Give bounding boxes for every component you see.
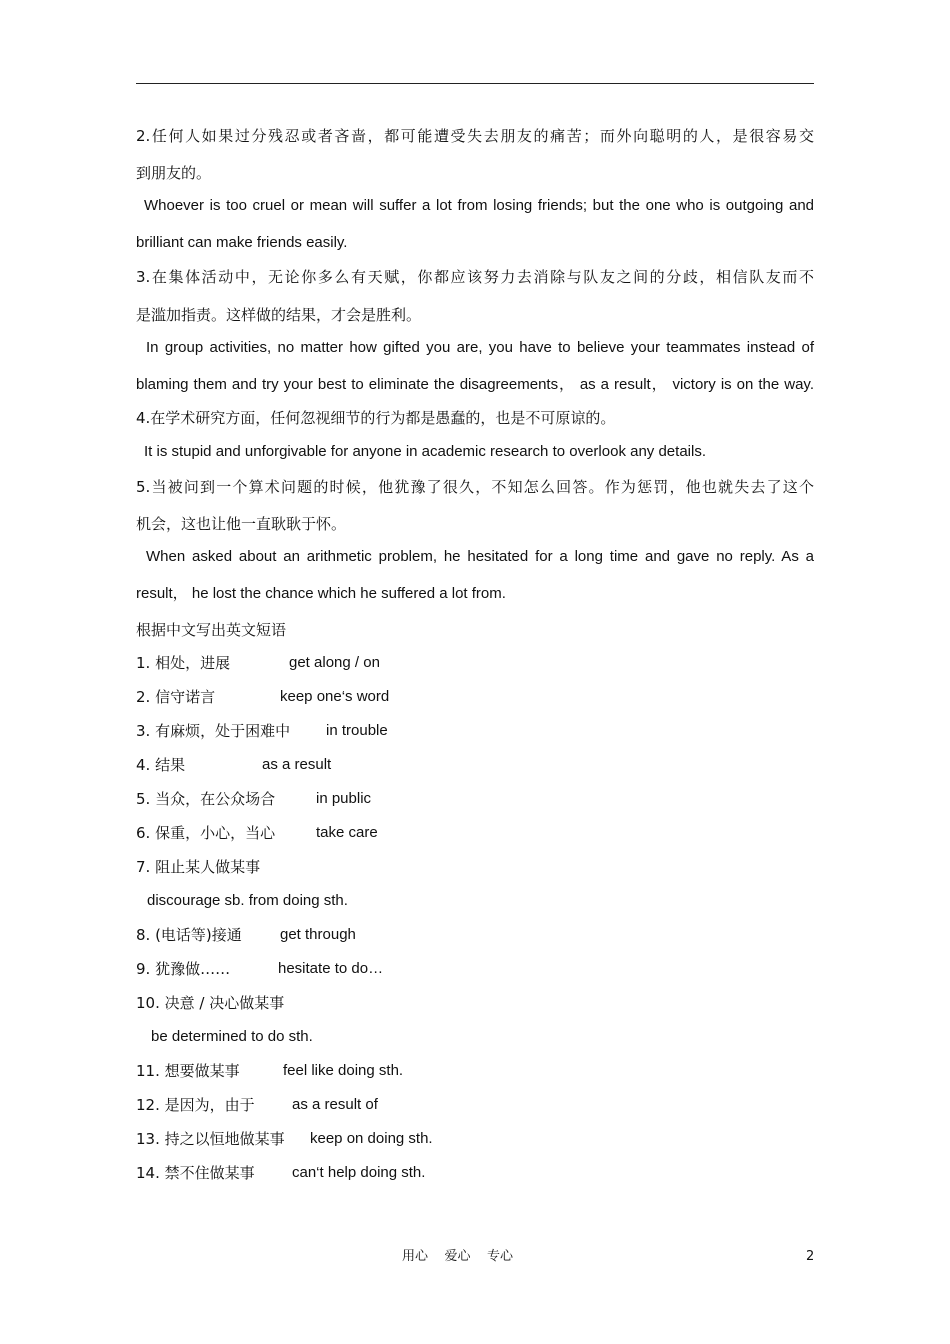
phrase-5-english: in public [316, 790, 372, 807]
phrase-13-chinese: 13. 持之以恒地做某事 [136, 1130, 285, 1148]
phrase-2-english: keep one‘s word [280, 688, 390, 705]
phrase-10-chinese: 10. 决意 / 决心做某事 [136, 994, 285, 1012]
phrase-14-english: can‘t help doing sth. [292, 1164, 426, 1181]
phrase-11-english: feel like doing sth. [283, 1062, 404, 1079]
sentence-4-chinese: 4.在学术研究方面，任何忽视细节的行为都是愚蠢的，也是不可原谅的。 [136, 409, 616, 427]
sentence-5-chinese-line-2: 机会，这也让他一直耿耿于怀。 [136, 515, 347, 533]
footer-motto: 用心 爱心 专心 [402, 1249, 514, 1264]
phrase-4-chinese: 4. 结果 [136, 756, 186, 774]
phrase-3-english: in trouble [326, 722, 388, 739]
phrase-9-chinese: 9. 犹豫做…… [136, 960, 231, 978]
header-rule [136, 83, 814, 84]
phrase-13-english: keep on doing sth. [310, 1130, 433, 1147]
sentence-5-english-line-2: result， he lost the chance which he suffered a lot from. [136, 585, 506, 602]
sentence-4-english: It is stupid and unforgivable for anyone in academic research to overlook any details. [144, 443, 706, 460]
phrase-7-english: discourage sb. from doing sth. [147, 892, 348, 909]
sentence-2-english-line-2: brilliant can make friends easily. [136, 234, 348, 251]
phrase-8-english: get through [280, 926, 356, 943]
phrase-4-english: as a result [262, 756, 332, 773]
sentence-3-chinese-line-1: 3.在集体活动中，无论你多么有天赋，你都应该努力去消除与队友之间的分歧，相信队友而不 [136, 268, 814, 286]
phrase-1-chinese: 1. 相处，进展 [136, 654, 231, 672]
sentence-3-english-line-1: In group activities, no matter how gifted you are, you have to believe your teammates instead of [146, 339, 814, 356]
phrases-heading: 根据中文写出英文短语 [136, 621, 287, 639]
phrase-10-english: be determined to do sth. [151, 1028, 313, 1045]
phrase-1-english: get along / on [289, 654, 380, 671]
phrase-6-chinese: 6. 保重，小心，当心 [136, 824, 276, 842]
phrase-7-chinese: 7. 阻止某人做某事 [136, 858, 261, 876]
sentence-3-chinese-line-2: 是滥加指责。这样做的结果，才会是胜利。 [136, 306, 422, 324]
phrase-12-english: as a result of [292, 1096, 378, 1113]
phrase-2-chinese: 2. 信守诺言 [136, 688, 216, 706]
sentence-3-english-line-2: blaming them and try your best to eliminate the disagreements， as a result， victory is on the way. [136, 376, 814, 393]
phrase-5-chinese: 5. 当众，在公众场合 [136, 790, 276, 808]
sentence-5-chinese-line-1: 5.当被问到一个算术问题的时候，他犹豫了很久，不知怎么回答。作为惩罚，他也就失去了这个 [136, 478, 814, 496]
phrase-11-chinese: 11. 想要做某事 [136, 1062, 240, 1080]
sentence-2-chinese-line-2: 到朋友的。 [136, 164, 212, 182]
page-number: 2 [806, 1249, 815, 1264]
phrase-8-chinese: 8. (电话等)接通 [136, 926, 242, 944]
phrase-12-chinese: 12. 是因为，由于 [136, 1096, 255, 1114]
phrase-6-english: take care [316, 824, 378, 841]
phrase-14-chinese: 14. 禁不住做某事 [136, 1164, 255, 1182]
phrase-9-english: hesitate to do… [278, 960, 384, 977]
sentence-2-english-line-1: Whoever is too cruel or mean will suffer a lot from losing friends; but the one who is outgoing and [144, 197, 814, 214]
phrase-3-chinese: 3. 有麻烦，处于困难中 [136, 722, 291, 740]
sentence-2-chinese-line-1: 2.任何人如果过分残忍或者吝啬，都可能遭受失去朋友的痛苦；而外向聪明的人，是很容易交 [136, 127, 814, 145]
sentence-5-english-line-1: When asked about an arithmetic problem, he hesitated for a long time and gave no reply. As a [146, 548, 814, 565]
